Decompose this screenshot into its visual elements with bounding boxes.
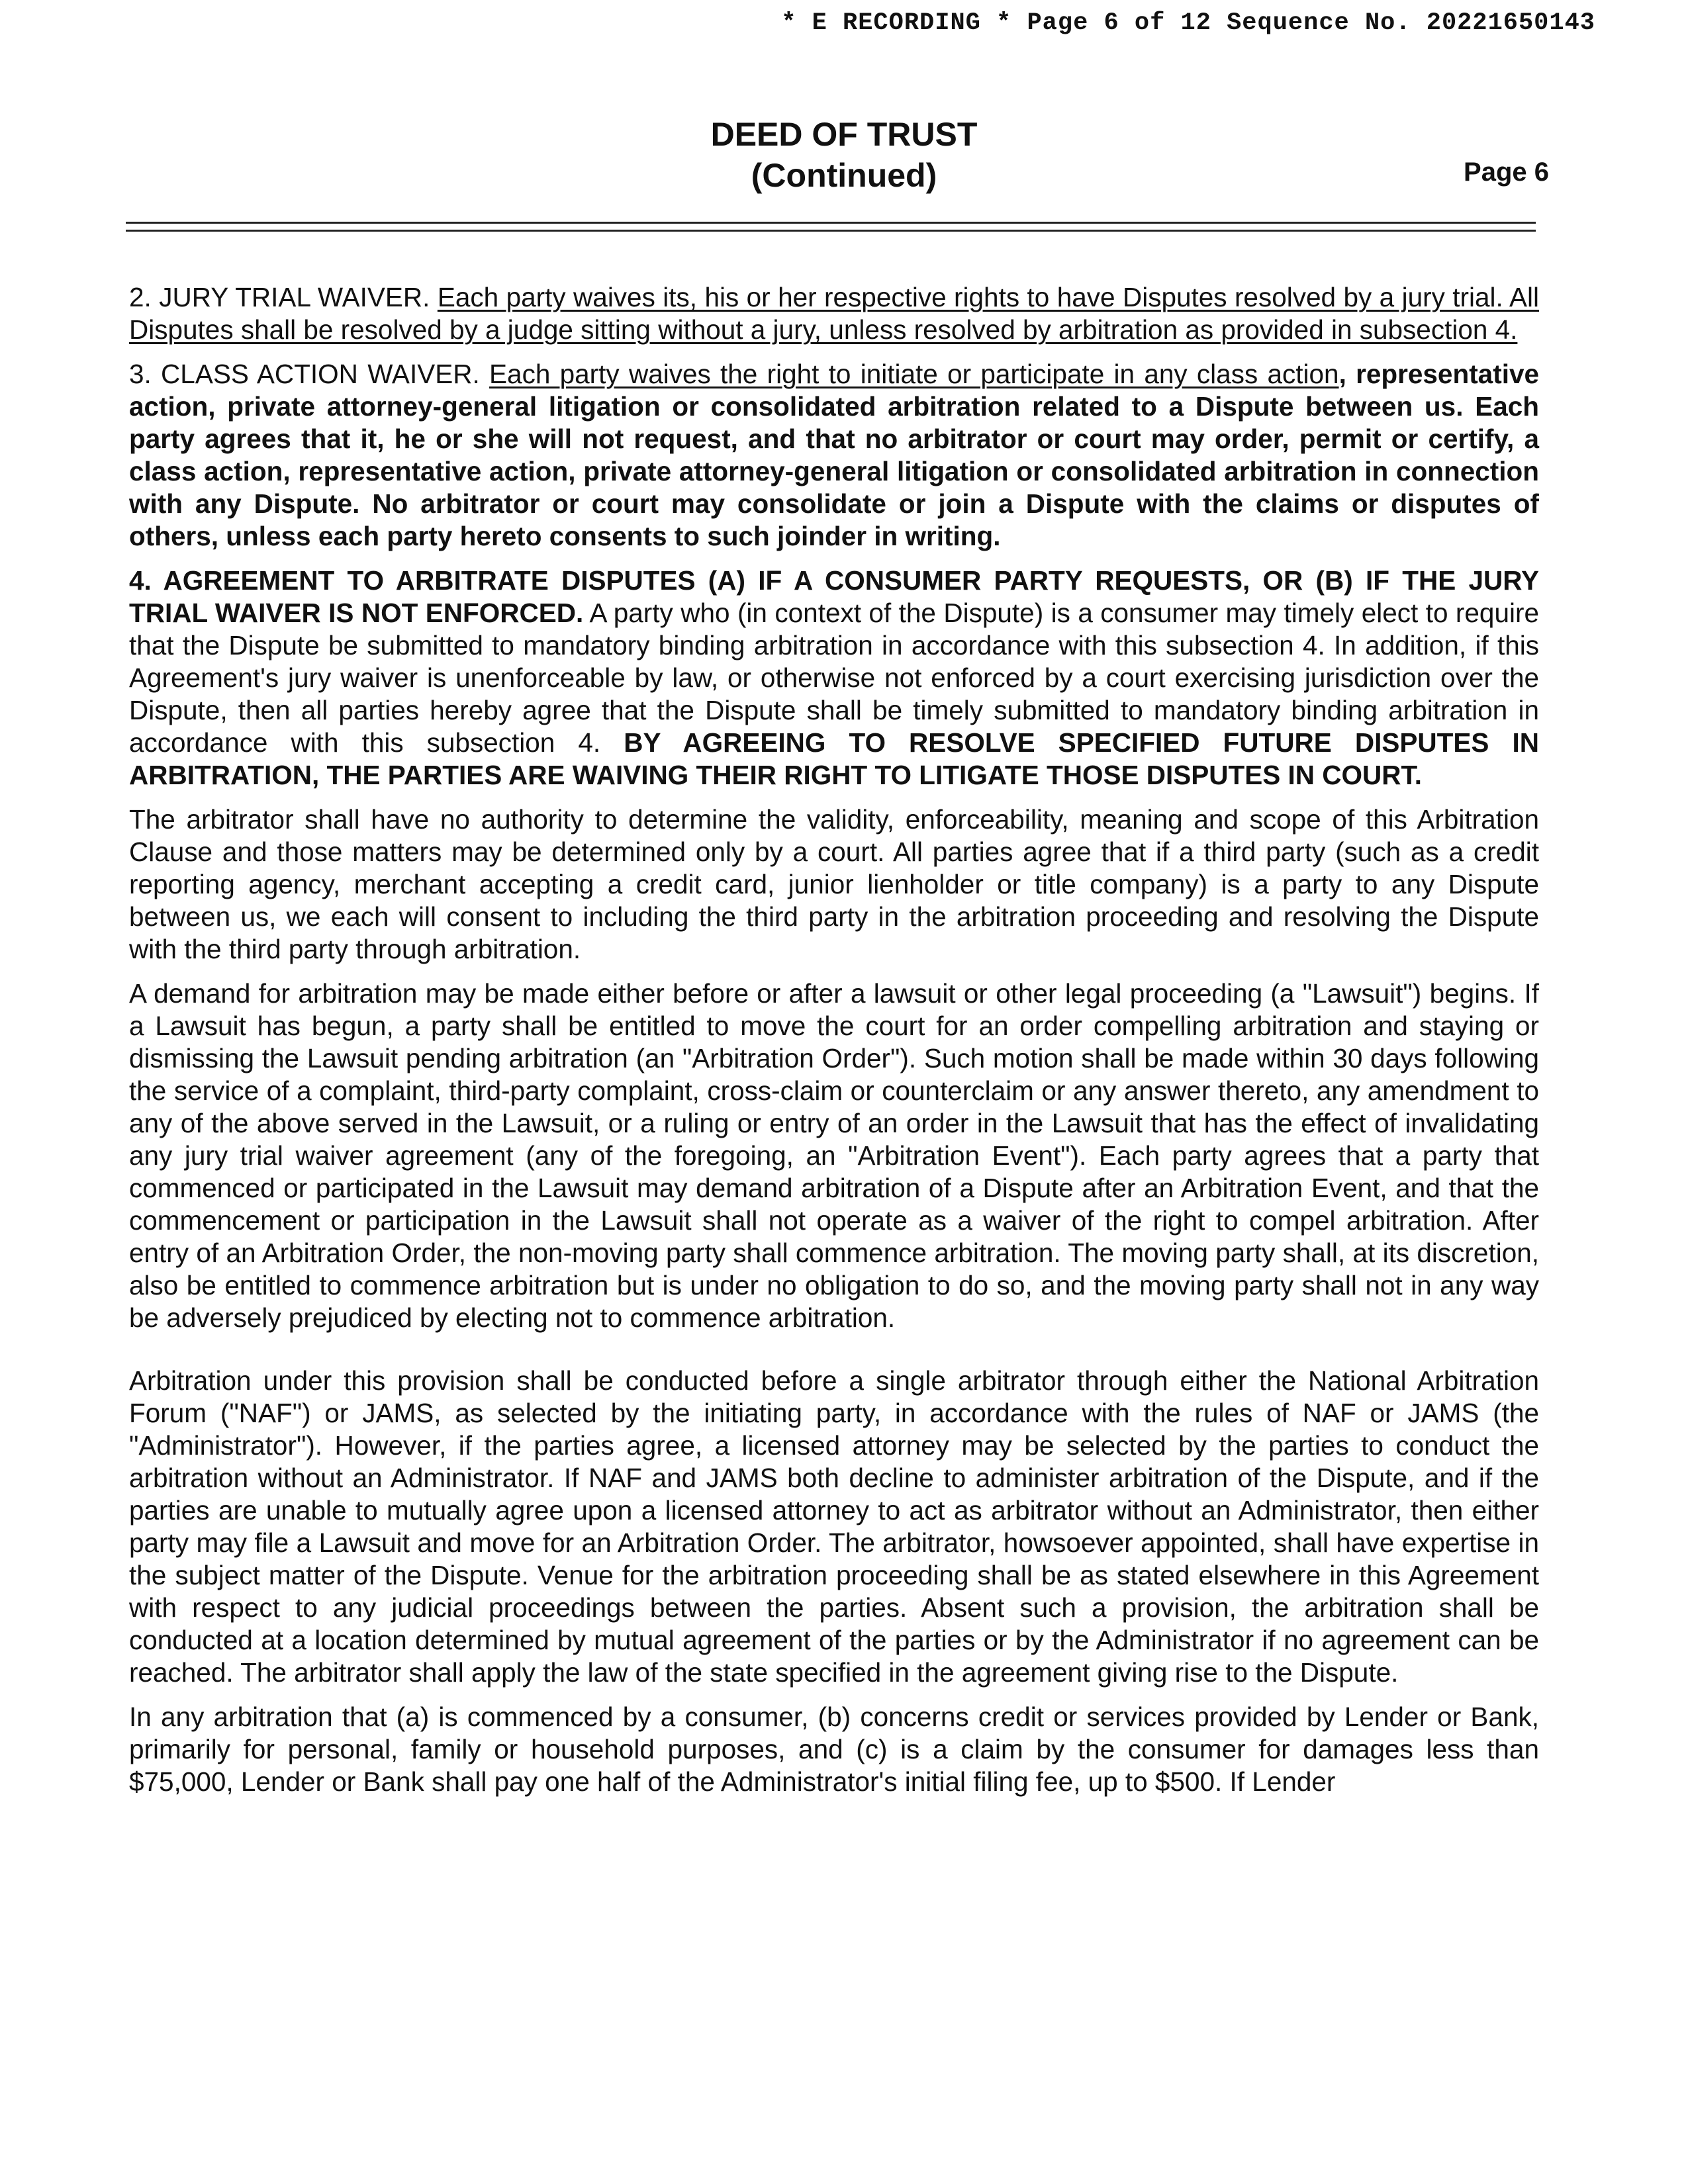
arbitration-fees-paragraph: In any arbitration that (a) is commenced by a consumer, (b) concerns credit or services provided by Lender or Bank, primarily for personal, family or household purposes, and (c) is a claim by the consumer for damages less than $75,000, Lender or Bank shall pay one half of the Administrator's initial filing fee, up to $500. If Lender <box>129 1702 1539 1797</box>
title-line-1: DEED OF TRUST <box>710 116 978 153</box>
class-action-waiver-heading: 3. CLASS ACTION WAIVER. <box>129 359 480 389</box>
title-line-2: (Continued) <box>751 157 937 194</box>
document-title <box>0 114 1688 196</box>
document-body <box>129 281 1539 1810</box>
header-rule-top <box>126 222 1536 224</box>
arbitration-conduct-paragraph: Arbitration under this provision shall be conducted before a single arbitrator through either the National Arbitration Forum ("NAF") or JAMS, as selected by the initiating party, in accordance with the rules of NAF or JAMS (the "Administrator"). However, if the parties agree, a licensed attorney may be selected by the parties to conduct the arbitration without an Administrator. If NAF and JAMS both decline to administer arbitration of the Dispute, and if the parties are unable to mutually agree upon a licensed attorney to act as arbitrator without an Administrator, then either party may file a Lawsuit and move for an Arbitration Order. The arbitrator, howsoever appointed, shall have expertise in the subject matter of the Dispute. Venue for the arbitration proceeding shall be as stated elsewhere in this Agreement with respect to any judicial proceedings between the parties. Absent such a provision, the arbitration shall be conducted at a location determined by mutual agreement of the parties or by the Administrator if no agreement can be reached. The arbitrator shall apply the law of the state specified in the agreement giving rise to the Dispute. <box>129 1365 1539 1688</box>
arbitration-agreement-heading: 4. AGREEMENT TO ARBITRATE DISPUTES (A) IF A CONSUMER PARTY REQUESTS, OR (B) IF THE JURY TRIAL WAIVER IS NOT ENFORCED. <box>129 565 1539 628</box>
jury-trial-waiver-text: Each party waives its, his or her respective rights to have Disputes resolved by a jury trial. All Disputes shall be resolved by a judge sitting without a jury, unless resolved by arbitration as provided in subsection 4. <box>129 282 1539 345</box>
header-rule-bottom <box>126 230 1536 232</box>
jury-trial-waiver-paragraph <box>129 281 1539 346</box>
arbitration-agreement-paragraph <box>129 565 1539 792</box>
jury-trial-waiver-heading: 2. JURY TRIAL WAIVER. <box>129 282 430 312</box>
page-number-label: Page 6 <box>1464 158 1549 187</box>
class-action-waiver-paragraph <box>129 358 1539 553</box>
arbitration-agreement-text: A party who (in context of the Dispute) is a consumer may timely elect to require that the Dispute be submitted to mandatory binding arbitration in accordance with this subsection 4. In addition, if this Agreement's jury waiver is unenforceable by law, or otherwise not enforced by a court exercising jurisdiction over the Dispute, then all parties hereby agree that the Dispute shall be timely submitted to mandatory binding arbitration in accordance with this subsection 4. <box>129 598 1539 758</box>
recording-stamp: * E RECORDING * Page 6 of 12 Sequence No. 20221650143 <box>781 9 1595 37</box>
arbitrator-authority-paragraph: The arbitrator shall have no authority to determine the validity, enforceability, meaning and scope of this Arbitration Clause and those matters may be determined only by a court. All parties agree that if a third party (such as a credit reporting agency, merchant accepting a credit card, junior lienholder or title company) is a party to any Dispute between us, we each will consent to including the third party in the arbitration proceeding and resolving the Dispute with the third party through arbitration. <box>129 804 1539 964</box>
arbitration-agreement-notice: BY AGREEING TO RESOLVE SPECIFIED FUTURE DISPUTES IN ARBITRATION, THE PARTIES ARE WAIVING THEIR RIGHT TO LITIGATE THOSE DISPUTES IN COURT. <box>129 727 1539 790</box>
class-action-waiver-text: , representative action, private attorney-general litigation or consolidated arbitration related to a Dispute between us. Each party agrees that it, he or she will not request, and that no arbitrator or court may order, permit or certify, a class action, representative action, private attorney-general litigation or consolidated arbitration in connection with any Dispute. No arbitrator or court may consolidate or join a Dispute with the claims or disputes of others, unless each party hereto consents to such joinder in writing. <box>129 359 1539 551</box>
class-action-waiver-underlined: Each party waives the right to initiate or participate in any class action <box>489 359 1339 389</box>
arbitration-demand-paragraph: A demand for arbitration may be made either before or after a lawsuit or other legal proceeding (a "Lawsuit") begins. If a Lawsuit has begun, a party shall be entitled to move the court for an order compelling arbitration and staying or dismissing the Lawsuit pending arbitration (an "Arbitration Order"). Such motion shall be made within 30 days following the service of a complaint, third-party complaint, cross-claim or counterclaim or any answer thereto, any amendment to any of the above served in the Lawsuit, or a ruling or entry of an order in the Lawsuit that has the effect of invalidating any jury trial waiver agreement (any of the foregoing, an "Arbitration Event"). Each party agrees that a party that commenced or participated in the Lawsuit may demand arbitration of a Dispute after an Arbitration Event, and that the commencement or participation in the Lawsuit shall not operate as a waiver of the right to compel arbitration. After entry of an Arbitration Order, the non-moving party shall commence arbitration. The moving party shall, at its discretion, also be entitled to commence arbitration but is under no obligation to do so, and the moving party shall not in any way be adversely prejudiced by electing not to commence arbitration. <box>129 978 1539 1333</box>
